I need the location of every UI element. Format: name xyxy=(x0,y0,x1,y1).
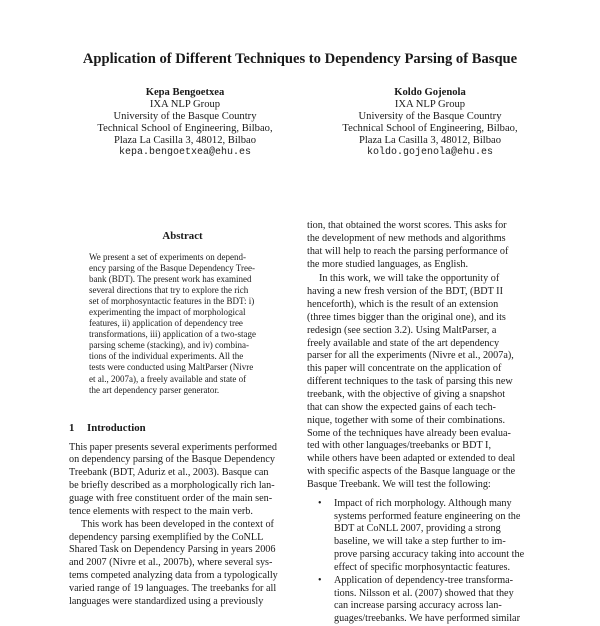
abstract-heading: Abstract xyxy=(162,230,203,242)
text-line: ted with other languages/treebanks or BDT I, xyxy=(307,440,491,452)
author-affiliation-line: Technical School of Engineering, Bilbao, xyxy=(97,122,273,134)
abstract-line: tests were conducted using MaltParser (Nivre xyxy=(89,362,254,373)
author-name: Kepa Bengoetxea xyxy=(145,87,225,98)
section-number: 1 xyxy=(69,421,75,434)
section-heading-introduction xyxy=(69,422,296,434)
abstract-line: transformations, iii) application of a two-stage xyxy=(89,329,256,340)
abstract-line: bank (BDT). The present work has examined xyxy=(89,274,252,285)
text-line: varied range of 19 languages. The treebanks for all xyxy=(69,582,277,594)
technique-list xyxy=(307,498,535,626)
text-line: that can show the expected gains of each tech- xyxy=(307,401,496,413)
text-line: Treebank (BDT, Aduriz et al., 2003). Basque can xyxy=(69,467,269,479)
text-line: guages/treebanks. We have performed similar xyxy=(334,613,520,625)
right-paragraph-2 xyxy=(307,273,535,491)
text-line: on dependency parsing of the Basque Dependency xyxy=(69,454,275,466)
text-line: the more studied languages, as English. xyxy=(307,258,468,270)
paper-title: Application of Different Techniques to Dependency Parsing of Basque xyxy=(82,51,518,67)
author-affiliation-line: Plaza La Casilla 3, 48012, Bilbao xyxy=(113,134,257,146)
text-line: while others have been adapted or extended to deal xyxy=(307,453,516,465)
text-line: Some of the techniques have already been evalua- xyxy=(307,427,511,439)
text-line: be briefly described as a morphologically rich lan- xyxy=(69,480,275,492)
text-line: BDT at CoNLL 2007, providing a strong xyxy=(334,523,501,535)
abstract-line: tions of the individual experiments. All the xyxy=(89,351,244,362)
text-line: languages were standardized using a previously xyxy=(69,595,264,607)
text-line: guage with free constituent order of the main sen- xyxy=(69,492,273,504)
text-line: nique, together with some of their combinations. xyxy=(307,414,506,426)
text-line: redesign (see section 3.2). Using MaltParser, a xyxy=(307,324,497,336)
text-line: Basque Treebank. We will test the following: xyxy=(307,478,491,490)
author-name: Koldo Gojenola xyxy=(394,87,466,98)
text-line: the development of new methods and algorithms xyxy=(307,232,506,244)
abstract-line: set of morphosyntactic features in the BDT: i) xyxy=(89,296,255,307)
author-affiliation-line: Plaza La Casilla 3, 48012, Bilbao xyxy=(358,134,502,146)
intro-paragraph-2 xyxy=(69,519,296,609)
text-line: systems performed feature engineering on the xyxy=(334,510,521,522)
text-line: effect of specific morphosyntactic features. xyxy=(334,561,511,573)
abstract-line: et al., 2007a), a freely available and state of xyxy=(89,373,247,384)
text-line: dependency parsing exemplified by the CoNLL xyxy=(69,531,264,543)
text-line: freely available and state of the art dependency xyxy=(307,337,500,349)
bullet-icon: • xyxy=(318,574,322,586)
text-line: and 2007 (Nivre et al., 2007b), where several sys- xyxy=(69,557,273,569)
right-column xyxy=(307,220,535,626)
text-line: that will help to reach the parsing performance of xyxy=(307,245,509,257)
text-line: This paper presents several experiments performed xyxy=(69,441,277,453)
author-affiliation-line: Technical School of Engineering, Bilbao, xyxy=(342,122,518,134)
author-email: kepa.bengoetxea@ehu.es xyxy=(118,146,252,158)
author-email: koldo.gojenola@ehu.es xyxy=(366,146,494,158)
text-line: Shared Task on Dependency Parsing in years 2006 xyxy=(69,544,276,556)
abstract-line: several directions that try to explore the rich xyxy=(89,285,249,296)
text-line: In this work, we will take the opportunity of xyxy=(319,273,500,285)
abstract-body xyxy=(89,252,278,396)
text-line: henceforth), which is the result of an extension xyxy=(307,299,499,311)
abstract-line: experimenting the impact of morphological xyxy=(89,307,246,318)
text-line: tion, that obtained the worst scores. This asks for xyxy=(307,220,507,231)
author-affiliation-line: University of the Basque Country xyxy=(113,110,257,122)
abstract-line: ency parsing of the Basque Dependency Tree- xyxy=(89,263,255,274)
text-line: prove parsing accuracy taking into account the xyxy=(334,549,525,561)
list-item xyxy=(307,498,535,575)
text-line: with specific aspects of the Basque language or the xyxy=(307,466,516,478)
left-column xyxy=(69,230,296,609)
abstract-line: features, ii) application of dependency tree xyxy=(89,318,243,329)
text-line: different techniques to the task of parsing this new xyxy=(307,376,513,388)
text-line: tence elements with respect to the main verb. xyxy=(69,505,253,517)
text-line: parser for all the experiments (Nivre et al., 2007a), xyxy=(307,350,514,362)
text-line: This work has been developed in the context of xyxy=(81,518,274,530)
right-paragraph-1 xyxy=(307,220,535,271)
author-affiliation-line: University of the Basque Country xyxy=(358,110,502,122)
author-block-1 xyxy=(70,87,300,158)
abstract-line: the art dependency parser generator. xyxy=(89,384,220,395)
text-line: (three times bigger than the original one), and its xyxy=(307,311,506,323)
text-line: tions. Nilsson et al. (2007) showed that they xyxy=(334,587,514,599)
abstract-line: We present a set of experiments on depend- xyxy=(89,252,246,262)
text-line: tems competed analyzing data from a typologically xyxy=(69,570,278,582)
text-line: Impact of rich morphology. Although many xyxy=(334,497,512,509)
author-affiliation-line: IXA NLP Group xyxy=(149,98,221,110)
list-item xyxy=(307,575,535,626)
author-affiliation-line: IXA NLP Group xyxy=(394,98,466,110)
intro-paragraph-1 xyxy=(69,442,296,519)
text-line: can increase parsing accuracy across lan- xyxy=(334,600,502,612)
abstract-line: parsing scheme (stacking), and iv) combina- xyxy=(89,340,249,351)
section-title: Introduction xyxy=(87,421,146,434)
text-line: having a new fresh version of the BDT, (BDT II xyxy=(307,286,503,298)
author-block-2 xyxy=(310,87,550,158)
text-line: this paper will concentrate on the application of xyxy=(307,363,502,375)
text-line: treebank, with the objective of giving a snapshot xyxy=(307,388,506,400)
text-line: baseline, we will take a step further to im- xyxy=(334,536,506,548)
text-line: Application of dependency-tree transforma- xyxy=(334,574,514,586)
bullet-icon: • xyxy=(318,497,322,509)
